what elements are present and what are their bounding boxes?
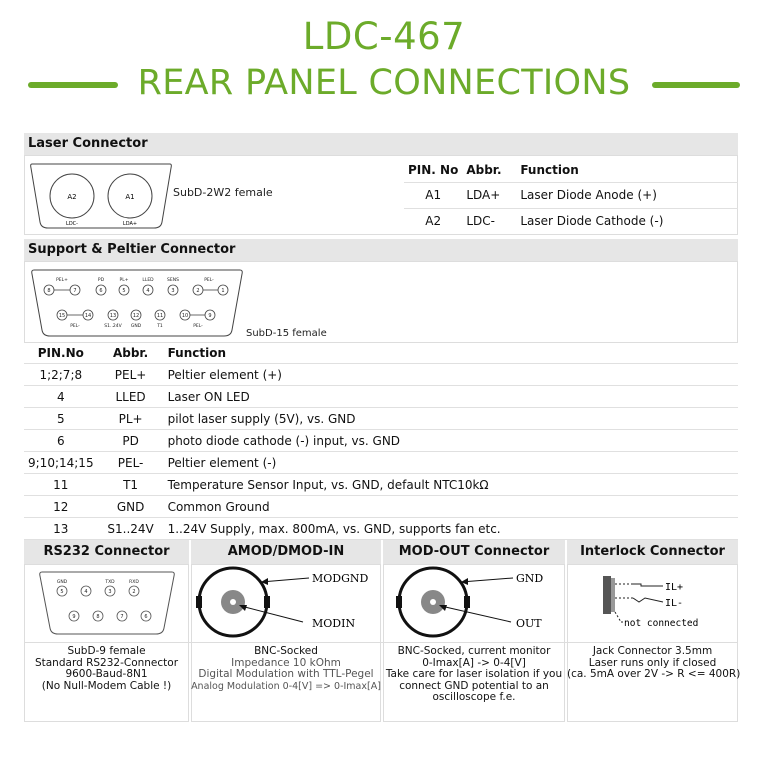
modin-label: MODIN — [312, 617, 356, 630]
svg-text:1: 1 — [221, 288, 225, 294]
svg-text:13: 13 — [109, 313, 117, 319]
col-function: Function — [516, 158, 738, 182]
subd-15-label: SubD-15 female — [246, 328, 327, 339]
il-minus-label: IL- — [665, 598, 684, 609]
subd-9-diagram — [36, 568, 178, 640]
modout-heading: MOD-OUT Connector — [383, 540, 565, 564]
svg-text:3: 3 — [171, 288, 175, 294]
out-label: OUT — [516, 617, 542, 630]
svg-text:PEL-: PEL- — [70, 324, 80, 329]
amod-heading: AMOD/DMOD-IN — [191, 540, 381, 564]
table-row: A1 LDA+ Laser Diode Anode (+) — [404, 182, 738, 208]
support-pin-table — [24, 342, 738, 540]
jack-diagram — [567, 564, 738, 642]
col-abbr: Abbr. — [98, 342, 164, 364]
table-row: A2 LDC- Laser Diode Cathode (-) — [425, 214, 664, 228]
table-row: 12 GND Common Ground — [24, 496, 738, 518]
interlock-heading: Interlock Connector — [567, 540, 738, 564]
modout-description: BNC-Socked, current monitor 0-Imax[A] -> 0-4[V] Take care for laser isolation if you connect GND potential to an oscilloscope f.e. — [385, 645, 563, 703]
svg-text:PEL-: PEL- — [193, 324, 203, 329]
svg-text:GND: GND — [130, 324, 142, 329]
support-connector-heading: Support & Peltier Connector — [24, 239, 738, 261]
gnd-label: GND — [516, 572, 544, 585]
svg-text:LLED: LLED — [142, 278, 154, 283]
rs232-description: SubD-9 female Standard RS232-Connector 9600-Baud-8N1 (No Null-Modem Cable !) — [34, 645, 179, 692]
svg-text:6: 6 — [144, 614, 148, 620]
divider — [24, 642, 738, 643]
il-plus-label: IL+ — [665, 582, 684, 593]
table-row: 6 PD photo diode cathode (-) input, vs. GND — [24, 430, 738, 452]
svg-text:7: 7 — [73, 288, 77, 294]
svg-text:10: 10 — [181, 313, 189, 319]
title-block — [0, 14, 768, 106]
svg-text:9: 9 — [72, 614, 76, 620]
svg-text:GND: GND — [56, 580, 68, 585]
svg-text:4: 4 — [146, 288, 150, 294]
nc-label: not connected — [624, 618, 699, 629]
amod-description: BNC-Socked Impedance 10 kOhm Digital Modulation with TTL-Pegel Analog Modulation 0-4[V] => 0-Imax[A] — [191, 645, 381, 692]
col-pin: PIN. No — [404, 158, 462, 182]
table-row: 9;10;14;15 PEL- Peltier element (-) — [24, 452, 738, 474]
svg-text:PL+: PL+ — [119, 278, 129, 283]
svg-text:RXD: RXD — [129, 580, 139, 585]
page-title: LDC-467 — [302, 15, 466, 58]
svg-text:15: 15 — [58, 313, 66, 319]
bnc-out-diagram — [383, 564, 565, 642]
svg-text:5: 5 — [60, 589, 64, 595]
table-row: 1;2;7;8 PEL+ Peltier element (+) — [24, 364, 738, 386]
pin-a2-label: A2 — [67, 193, 77, 201]
svg-text:S1..24V: S1..24V — [104, 324, 122, 329]
laser-connector-heading: Laser Connector — [24, 133, 738, 155]
subd-2w2-diagram — [26, 158, 176, 232]
svg-text:T1: T1 — [157, 324, 163, 329]
col-pin: PIN.No — [24, 342, 98, 364]
ldc-label: LDC- — [66, 221, 78, 227]
bnc-in-diagram — [191, 564, 381, 642]
title-bar-right — [652, 82, 740, 88]
svg-text:12: 12 — [132, 313, 140, 319]
svg-text:PD: PD — [97, 278, 105, 283]
col-function: Function — [164, 342, 738, 364]
svg-text:2: 2 — [132, 589, 136, 595]
pin-a1-label: A1 — [125, 193, 135, 201]
svg-text:3: 3 — [108, 589, 112, 595]
svg-text:7: 7 — [120, 614, 124, 620]
svg-text:11: 11 — [156, 313, 164, 319]
svg-text:SENS: SENS — [167, 278, 179, 283]
table-row: 5 PL+ pilot laser supply (5V), vs. GND — [24, 408, 738, 430]
svg-text:TXD: TXD — [105, 580, 115, 585]
svg-text:5: 5 — [122, 288, 126, 294]
lda-label: LDA+ — [122, 221, 138, 227]
table-row: 13 S1..24V 1..24V Supply, max. 800mA, vs. GND, supports fan etc. — [24, 518, 738, 540]
col-abbr: Abbr. — [462, 158, 516, 182]
interlock-description: Jack Connector 3.5mm Laser runs only if closed (ca. 5mA over 2V -> R <= 400R) — [567, 645, 741, 680]
title-bar-left — [28, 82, 118, 88]
laser-pin-table — [404, 158, 738, 234]
svg-text:2: 2 — [196, 288, 200, 294]
svg-text:8: 8 — [47, 288, 51, 294]
svg-text:8: 8 — [96, 614, 100, 620]
svg-text:PEL-: PEL- — [204, 278, 214, 283]
subd-2w2-label: SubD-2W2 female — [173, 186, 273, 199]
svg-text:14: 14 — [84, 313, 92, 319]
table-row: 11 T1 Temperature Sensor Input, vs. GND, default NTC10kΩ — [24, 474, 738, 496]
subd-15-diagram — [28, 266, 248, 340]
table-row: 4 LLED Laser ON LED — [24, 386, 738, 408]
svg-text:9: 9 — [208, 313, 212, 319]
svg-text:6: 6 — [99, 288, 103, 294]
modgnd-label: MODGND — [312, 572, 369, 585]
rs232-heading: RS232 Connector — [24, 540, 189, 564]
svg-text:4: 4 — [84, 589, 88, 595]
page-subtitle: REAR PANEL CONNECTIONS — [137, 63, 631, 103]
svg-text:PEL+: PEL+ — [56, 278, 68, 283]
